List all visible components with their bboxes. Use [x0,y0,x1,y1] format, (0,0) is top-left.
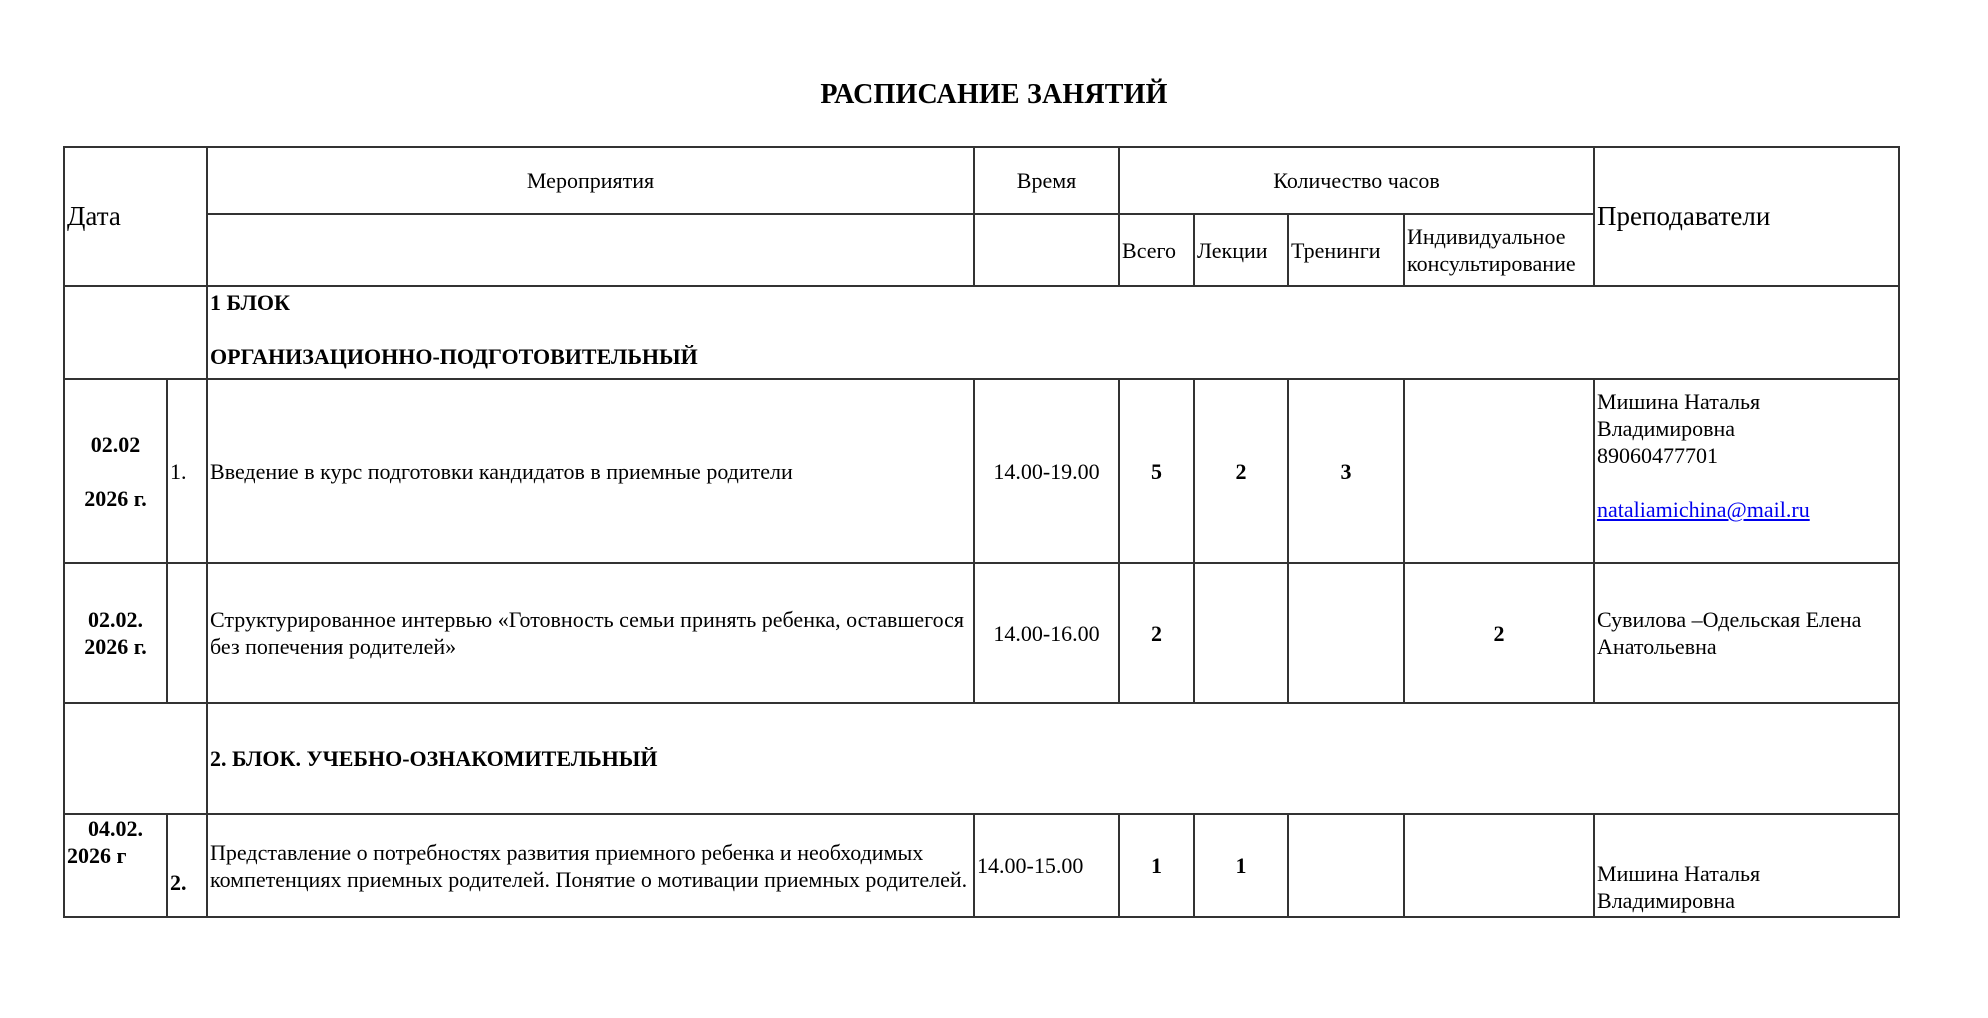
header-hours-group: Количество часов [1119,147,1594,214]
row1-teacher-phone: 89060477701 [1597,443,1719,468]
row2-trainings [1288,563,1404,703]
row1-teacher [1594,379,1899,563]
header-hours-individual: Индивидуальное консультирование [1404,214,1594,286]
table-row [64,814,1899,917]
row2-total: 2 [1119,563,1194,703]
row2-lectures [1194,563,1288,703]
row3-teacher-name2: Владимировна [1597,888,1736,913]
block1-spacer [210,316,1896,343]
header-hours-trainings: Тренинги [1288,214,1404,286]
row3-individual [1404,814,1594,917]
row3-time: 14.00-15.00 [974,814,1119,917]
table-row [64,379,1899,563]
row3-date-line1: 04.02. [88,816,143,841]
schedule-table [63,146,1900,918]
row1-teacher-email-link[interactable]: nataliamichina@mail.ru [1597,497,1810,522]
row1-date-spacer [67,458,164,485]
row2-teacher-name2: Анатольевна [1597,634,1717,659]
row2-date-line1: 02.02. [88,607,143,632]
row2-event: Структурированное интервью «Готовность семьи принять ребенка, оставшегося без попечения родителей» [207,563,974,703]
row3-trainings [1288,814,1404,917]
row1-number: 1. [167,379,207,563]
row1-teacher-name1: Мишина Наталья [1597,389,1761,414]
block2-title: 2. БЛОК. УЧЕБНО-ОЗНАКОМИТЕЛЬНЫЙ [207,703,1899,814]
row3-event: Представление о потребностях развития приемного ребенка и необходимых компетенциях приемных родителей. Понятие о мотивации приемных родителей. [207,814,974,917]
row1-time: 14.00-19.00 [974,379,1119,563]
header-date: Дата [64,147,207,286]
row1-teacher-spacer [1597,469,1896,496]
header-time-sub [974,214,1119,286]
row3-lectures: 1 [1194,814,1288,917]
row1-individual [1404,379,1594,563]
block1-date-empty [64,286,207,379]
block2-date-empty [64,703,207,814]
row2-date [64,563,167,703]
row2-date-line2: 2026 г. [84,634,147,659]
row1-trainings: 3 [1288,379,1404,563]
table-row [64,563,1899,703]
row1-date-line1: 02.02 [90,431,141,457]
row1-lectures: 2 [1194,379,1288,563]
row1-date [64,379,167,563]
row2-teacher-name1: Сувилова –Одельская Елена [1597,607,1862,632]
row3-total: 1 [1119,814,1194,917]
row2-teacher [1594,563,1899,703]
header-hours-total: Всего [1119,214,1194,286]
block-row-1 [64,286,1899,379]
header-events: Мероприятия [207,147,974,214]
block-row-2 [64,703,1899,814]
row1-teacher-name2: Владимировна [1597,416,1736,441]
block1-title-cell [207,286,1899,379]
row3-teacher-name1: Мишина Наталья [1597,861,1761,886]
row3-date-line2: 2026 г [67,843,127,868]
row3-teacher [1594,814,1899,917]
header-teachers: Преподаватели [1594,147,1899,286]
row3-date [64,814,167,917]
header-events-sub [207,214,974,286]
page-title: РАСПИСАНИЕ ЗАНЯТИЙ [820,79,1168,110]
block1-title-line2: ОРГАНИЗАЦИОННО-ПОДГОТОВИТЕЛЬНЫЙ [210,344,698,369]
row1-event: Введение в курс подготовки кандидатов в приемные родители [207,379,974,563]
row3-number: 2. [167,814,207,917]
row2-number [167,563,207,703]
row2-individual: 2 [1404,563,1594,703]
header-row-1 [64,147,1899,214]
header-time: Время [974,147,1119,214]
header-hours-lectures: Лекции [1194,214,1288,286]
row1-date-line2: 2026 г. [84,485,147,511]
row1-total: 5 [1119,379,1194,563]
row2-time: 14.00-16.00 [974,563,1119,703]
block1-title-line1: 1 БЛОК [210,290,290,315]
